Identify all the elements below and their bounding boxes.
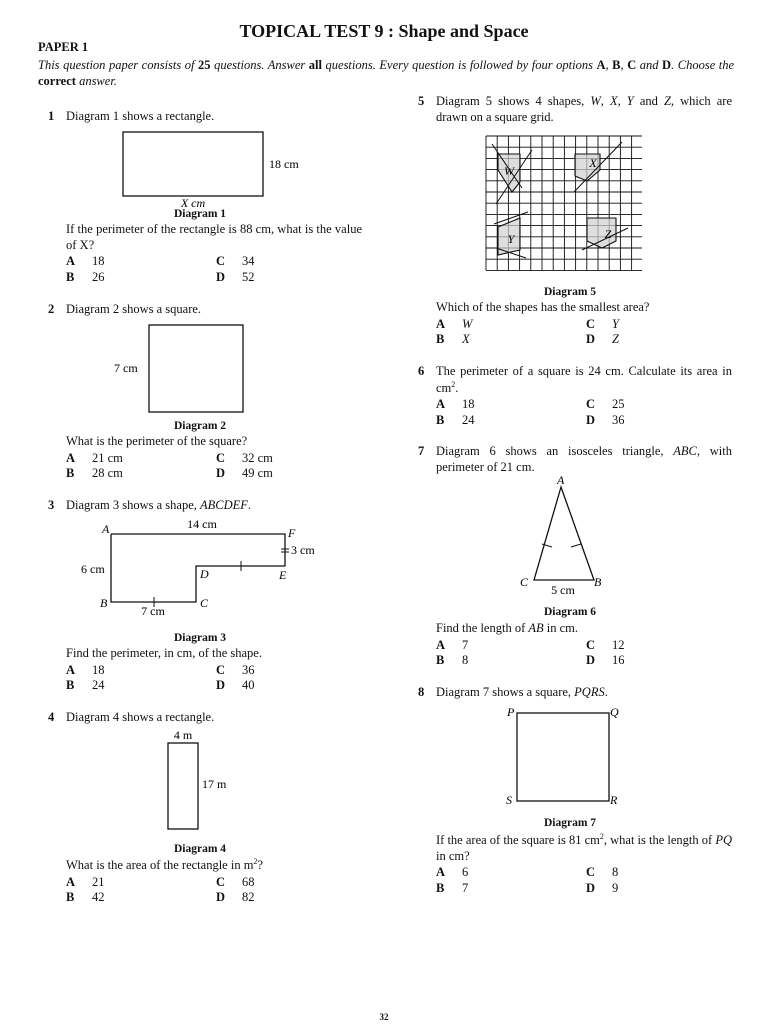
question-intro: Diagram 4 shows a rectangle. bbox=[66, 710, 215, 724]
option-b[interactable]: B 7 bbox=[436, 881, 469, 896]
rectangle-shape bbox=[168, 743, 198, 829]
bottom-label: 7 cm bbox=[141, 604, 165, 618]
option-b[interactable]: B 28 cm bbox=[66, 466, 123, 481]
question-number: 5 bbox=[418, 94, 425, 108]
question-7-body bbox=[408, 621, 732, 669]
side-label: 17 m bbox=[202, 777, 227, 791]
vertex-a: A bbox=[102, 522, 110, 536]
question-number: 6 bbox=[418, 364, 425, 378]
square-pqrs bbox=[517, 713, 609, 801]
option-b[interactable]: B 8 bbox=[436, 653, 469, 668]
question-text: What is the perimeter of the square? bbox=[66, 434, 248, 448]
top-label: 4 m bbox=[173, 728, 193, 742]
diagram-1 bbox=[100, 128, 320, 210]
side-label: 7 cm bbox=[114, 361, 138, 375]
question-text: Find the length of AB in cm. bbox=[436, 621, 579, 635]
tick-mark bbox=[571, 544, 581, 547]
vertex-c: C bbox=[520, 575, 529, 589]
question-1 bbox=[38, 109, 368, 125]
question-number: 3 bbox=[48, 498, 55, 512]
question-number: 1 bbox=[48, 109, 55, 123]
option-a[interactable]: A W bbox=[436, 316, 473, 331]
question-4 bbox=[38, 710, 368, 726]
question-text: If the perimeter of the rectangle is 88 cm, what is the value of X? bbox=[66, 222, 362, 252]
label-z: Z bbox=[604, 227, 612, 241]
diagram-7-square bbox=[502, 702, 632, 810]
option-d[interactable]: D 9 bbox=[586, 881, 619, 896]
options bbox=[66, 254, 362, 285]
options bbox=[66, 875, 362, 906]
options bbox=[436, 638, 732, 669]
instructions: This question paper consists of 25 questions. Answer all questions. Every question is followed by four options A, B, C and D. Choose the correct answer. bbox=[38, 58, 735, 88]
question-8-body bbox=[408, 832, 732, 897]
question-5-body bbox=[408, 300, 732, 348]
option-b[interactable]: B X bbox=[436, 332, 470, 347]
options bbox=[436, 317, 732, 348]
shape-z bbox=[587, 218, 616, 248]
question-3: 3 Diagram 3 shows a shape, ABCDEF. bbox=[48, 498, 252, 512]
options bbox=[436, 397, 732, 428]
vertex-p: P bbox=[507, 705, 515, 719]
question-text: If the area of the square is 81 $cm^2$, what is the length of PQ in cm? bbox=[436, 832, 732, 863]
option-a[interactable]: A 21 cm bbox=[66, 450, 123, 465]
option-c[interactable]: C 25 bbox=[586, 397, 625, 412]
option-d[interactable]: D 40 bbox=[216, 678, 255, 693]
option-c[interactable]: C Y bbox=[586, 316, 619, 331]
option-a[interactable]: A 18 bbox=[66, 662, 105, 677]
option-b[interactable]: B 24 bbox=[66, 678, 105, 693]
option-c[interactable]: C 8 bbox=[586, 865, 619, 880]
vertex-a: A bbox=[557, 473, 565, 487]
diagram-5-grid bbox=[482, 132, 642, 278]
diagram-caption: Diagram 5 bbox=[543, 286, 597, 298]
vertex-e: E bbox=[279, 568, 287, 582]
option-c[interactable]: C 12 bbox=[586, 637, 625, 652]
question-intro: Diagram 2 shows a square. bbox=[66, 302, 202, 316]
options bbox=[66, 663, 362, 694]
question-7: 7 Diagram 6 shows an isosceles triangle, ABC, with perimeter of 21 cm. bbox=[418, 444, 732, 474]
question-text: Find the perimeter, in cm, of the shape. bbox=[66, 646, 262, 660]
question-text: What is the area of the rectangle in $m^2$? bbox=[66, 857, 263, 873]
vertex-b: B bbox=[100, 596, 108, 610]
vertex-r: R bbox=[610, 793, 618, 807]
diagram-caption: Diagram 2 bbox=[173, 420, 227, 432]
diagram-caption: Diagram 3 bbox=[173, 632, 227, 644]
vertex-s: S bbox=[506, 793, 512, 807]
question-number: 8 bbox=[418, 685, 425, 699]
page-title: TOPICAL TEST 9 : Shape and Space bbox=[239, 21, 529, 41]
question-2 bbox=[38, 302, 368, 318]
question-4-body bbox=[38, 857, 362, 906]
question-5: 5 Diagram 5 shows 4 shapes, W, X, Y and Z, which are drawn on a square grid. bbox=[418, 94, 732, 124]
vertex-q: Q bbox=[610, 705, 619, 719]
diagram-caption: Diagram 1 bbox=[173, 208, 227, 220]
option-a[interactable]: A 6 bbox=[436, 865, 469, 880]
option-a[interactable]: A 7 bbox=[436, 637, 469, 652]
option-d[interactable]: D 16 bbox=[586, 653, 625, 668]
diagram-caption: Diagram 6 bbox=[543, 606, 597, 618]
top-label: 14 cm bbox=[187, 517, 217, 531]
left-label: 6 cm bbox=[81, 562, 105, 576]
question-number: 2 bbox=[48, 302, 55, 316]
label-y: Y bbox=[507, 232, 515, 246]
options bbox=[66, 451, 362, 482]
question-text: Which of the shapes has the smallest area? bbox=[436, 300, 650, 314]
option-d[interactable]: D Z bbox=[586, 332, 619, 347]
diagram-caption: Diagram 4 bbox=[173, 843, 227, 855]
label-x: X bbox=[589, 156, 597, 170]
right-label: 3 cm bbox=[291, 543, 315, 557]
vertex-c: C bbox=[200, 596, 209, 610]
diagram-6-triangle bbox=[510, 472, 610, 598]
option-d[interactable]: D 36 bbox=[586, 413, 625, 428]
diagram-4 bbox=[160, 727, 240, 833]
rectangle-shape bbox=[123, 132, 263, 196]
shape-abcdef bbox=[111, 534, 285, 602]
base-label: 5 cm bbox=[551, 583, 575, 597]
option-b[interactable]: B 24 bbox=[436, 413, 475, 428]
option-b[interactable]: B 26 bbox=[66, 269, 105, 284]
question-8: 8 Diagram 7 shows a square, PQRS. bbox=[418, 685, 608, 699]
question-6: 6 The perimeter of a square is 24 cm. Calculate its area in $cm^2$. A 18 C 25 B 24 D 36 bbox=[408, 364, 732, 429]
question-1-body bbox=[38, 222, 362, 286]
side-label: 18 cm bbox=[269, 157, 299, 171]
vertex-b: B bbox=[594, 575, 602, 589]
diagram-2 bbox=[110, 322, 260, 416]
bottom-label: X cm bbox=[180, 196, 206, 210]
option-d[interactable]: D 82 bbox=[216, 890, 255, 905]
option-a[interactable]: A 18 bbox=[66, 254, 105, 269]
option-c[interactable]: C 32 cm bbox=[216, 450, 273, 465]
option-a[interactable]: A 18 bbox=[436, 397, 475, 412]
question-intro: Diagram 1 shows a rectangle. bbox=[66, 109, 215, 123]
diagram-caption: Diagram 7 bbox=[543, 817, 597, 829]
option-c[interactable]: C 36 bbox=[216, 662, 255, 677]
triangle-abc bbox=[534, 487, 594, 580]
option-a[interactable]: A 21 bbox=[66, 874, 105, 889]
option-d[interactable]: D 49 cm bbox=[216, 466, 273, 481]
option-c[interactable]: C 34 bbox=[216, 254, 255, 269]
question-number: 7 bbox=[418, 444, 425, 458]
option-d[interactable]: D 52 bbox=[216, 269, 255, 284]
label-w: W bbox=[504, 164, 514, 178]
page-number: 32 bbox=[379, 1012, 389, 1022]
question-number: 4 bbox=[48, 710, 55, 724]
paper-label: PAPER 1 bbox=[38, 40, 89, 54]
vertex-f: F bbox=[288, 526, 296, 540]
option-b[interactable]: B 42 bbox=[66, 890, 105, 905]
option-c[interactable]: C 68 bbox=[216, 874, 255, 889]
diagram-3 bbox=[75, 515, 330, 620]
square-shape bbox=[149, 325, 243, 412]
question-3-body bbox=[38, 646, 362, 694]
question-2-body bbox=[38, 434, 362, 482]
options bbox=[436, 865, 732, 896]
vertex-d: D bbox=[200, 567, 209, 581]
